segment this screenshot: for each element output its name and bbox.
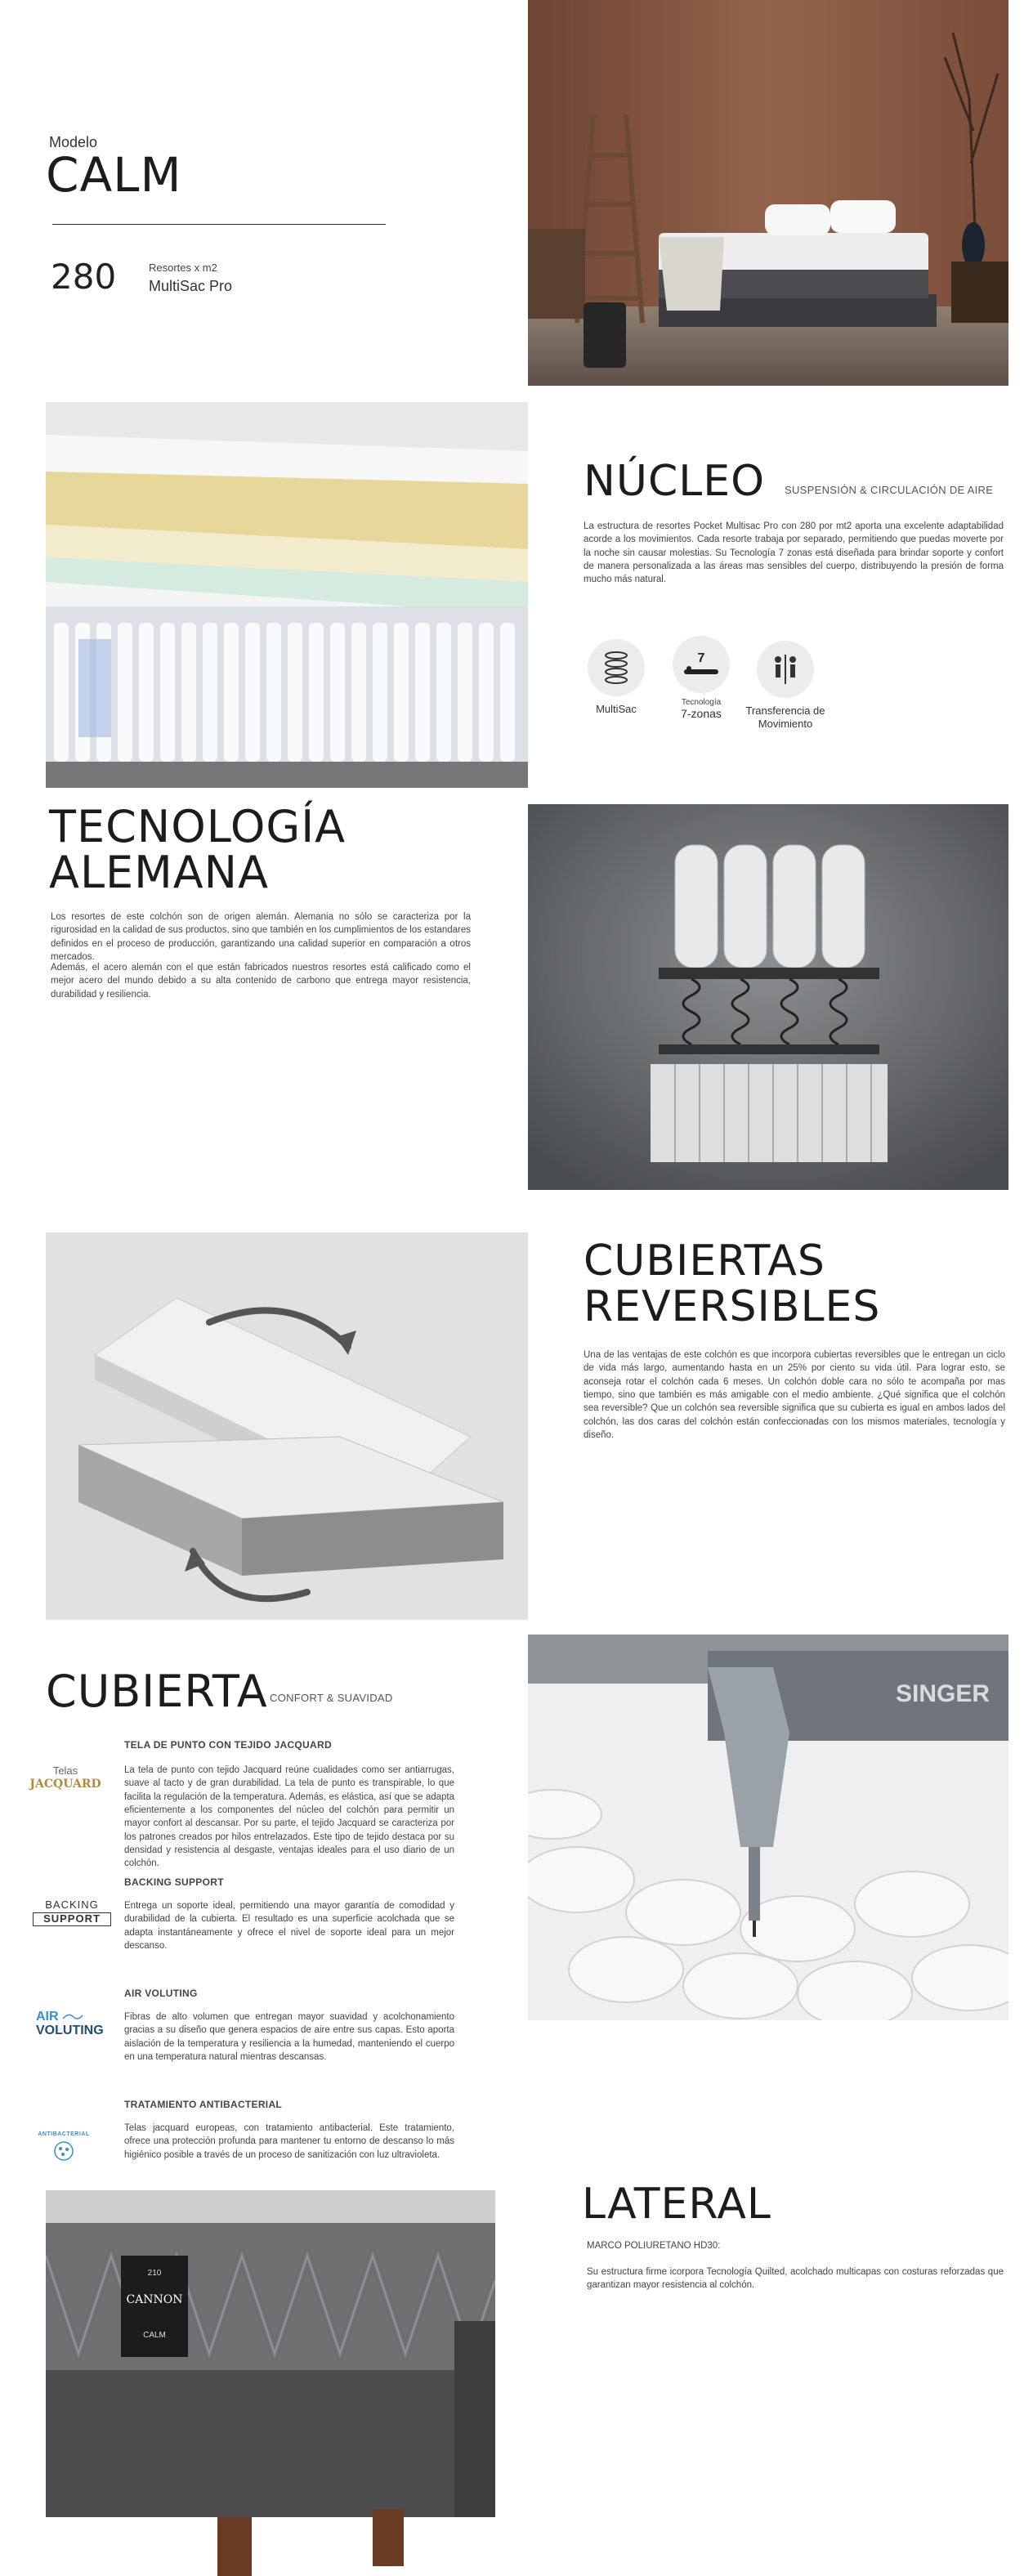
antibacterial-logo-text: ANTIBACTERIAL bbox=[38, 2131, 90, 2137]
air-logo-line1: AIR bbox=[36, 2010, 59, 2024]
bedroom-photo bbox=[528, 0, 1008, 386]
jacquard-text: La tela de punto con tejido Jacquard reúne cualidades como ser antiarrugas, suave al tacto y de gran durabilidad. La tela de punto es transpirable, lo que facilita la regulación de la temperatura. Además, es elástica, así que se adapta eficientemente a los componentes del núcleo del colchón para permitir un mayor confort al descansar. Por su parte, el tejido Jacquard se caracteriza por los patrones creados por hilos entrelazados. Este tipo de tejido destaca por su densidad y resistencia al desgaste, ventajas ideales para el uso diario de un colchón. bbox=[124, 1765, 454, 1869]
tecnologia-text-2: Además, el acero alemán con el que están fabricados nuestros resortes está calificado como el mejor acero del mundo debido a su alta contenido de carbono que entrega mayor resistencia, durabilidad y resiliencia. bbox=[51, 963, 471, 1000]
header-divider bbox=[52, 224, 386, 225]
mattress-side-photo bbox=[46, 2190, 495, 2576]
antibacterial-title: TRATAMIENTO ANTIBACTERIAL bbox=[124, 2099, 283, 2110]
label-brand-text: CANNON bbox=[126, 2293, 183, 2306]
label-number-text: 210 bbox=[147, 2269, 162, 2278]
backing-logo-line2: SUPPORT bbox=[33, 1912, 111, 1925]
air-swirl-icon bbox=[62, 2012, 83, 2022]
air-logo-line2: VOLUTING bbox=[36, 2023, 104, 2037]
nucleo-icon-motion bbox=[742, 641, 829, 730]
antibacterial-text: Telas jacquard europeas, con tratamiento antibacterial. Este tratamiento, ofrece una protección profunda para mantener tu entorno de descanso lo más higiénico posible a través de un proceso de sanitización con luz ultravioleta. bbox=[124, 2123, 454, 2160]
tecnologia-title-line2: ALEMANA bbox=[49, 847, 270, 898]
backing-logo-line1: BACKING bbox=[45, 1898, 99, 1911]
antibacterial-logo bbox=[33, 2117, 95, 2179]
jacquard-logo-line2: JACQUARD bbox=[29, 1777, 101, 1791]
machine-brand-text: SINGER bbox=[896, 1680, 991, 1707]
cubiertas-title-line2: REVERSIBLES bbox=[584, 1282, 881, 1331]
backing-text: Entrega un soporte ideal, permitiendo una mayor garantía de comodidad y durabilidad de la cubierta. El resultado es una superficie acolchada que se adapta instantáneamente y ofrece el nivel de soporte ideal para un mejor descanso. bbox=[124, 1901, 454, 1951]
nucleo-text: La estructura de resortes Pocket Multisac Pro con 280 por mt2 aporta una excelente adaptabilidad acorde a los movimientos. Cada resorte trabaja por separado, permitiendo que puedas moverte por la noche sin causar molestias. Su Tecnología 7 zonas está diseñada para brindar soporte y confort de manera personalizada a las áreas mas sensibles del cuerpo, distribuyendo la presión de forma mucho más natural. bbox=[584, 521, 1004, 585]
bacteria-icon bbox=[50, 2137, 78, 2165]
german-springs-photo bbox=[528, 804, 1008, 1190]
lateral-title: LATERAL bbox=[582, 2180, 771, 2229]
multisac-label: MultiSac bbox=[596, 703, 637, 715]
springs-system: MultiSac Pro bbox=[149, 278, 233, 294]
air-voluting-text: Fibras de alto volumen que entregan mayor suavidad y acolchonamiento gracias a su diseño que genera espacios de aire entre sus capas. Esto aporta aislación de la temperatura y resiliencia a la humedad, manteniendo el cuerpo en una temperatura natural mientras descansas. bbox=[124, 2012, 454, 2062]
nucleo-subtitle: SUSPENSIÓN & CIRCULACIÓN DE AIRE bbox=[785, 484, 994, 496]
mattress-layers-photo bbox=[46, 402, 528, 788]
lateral-text: Su estructura firme icorpora Tecnología Quilted, acolchado multicapas con costuras reforzadas que garantizan mayor resistencia al colchón. bbox=[587, 2267, 1004, 2291]
backing-support-logo bbox=[33, 1899, 111, 1926]
motion-transfer-icon bbox=[757, 641, 814, 698]
label-model-text: CALM bbox=[143, 2331, 166, 2340]
seven-zones-label: 7-zonas bbox=[681, 707, 722, 720]
springs-unit: Resortes x m2 bbox=[149, 262, 217, 274]
cubiertas-title-line1: CUBIERTAS bbox=[584, 1237, 825, 1286]
air-voluting-logo bbox=[36, 2010, 114, 2038]
cubierta-subtitle: CONFORT & SUAVIDAD bbox=[270, 1692, 393, 1704]
jacquard-logo bbox=[20, 1764, 111, 1791]
model-label: Modelo bbox=[49, 134, 98, 150]
seven-zones-small-label: Tecnología bbox=[681, 698, 722, 707]
air-voluting-title: AIR VOLUTING bbox=[124, 1988, 198, 1999]
jacquard-logo-line1: Telas bbox=[52, 1764, 78, 1777]
springs-count: 280 bbox=[51, 257, 117, 297]
nucleo-icon-7zones bbox=[667, 636, 736, 721]
motion-transfer-label: Transferencia de Movimiento bbox=[745, 704, 825, 730]
cubierta-title: CUBIERTA bbox=[46, 1666, 268, 1717]
nucleo-icon-multisac bbox=[584, 639, 649, 716]
seven-zones-badge: 7 bbox=[697, 651, 705, 665]
tecnologia-text-1: Los resortes de este colchón son de origen alemán. Alemania no sólo se caracteriza por la rigurosidad en la calidad de sus productos, sino que también en los cumplimientos de los estandares definidos en el proceso de producción, garantizando una calidad superior en comparación a otros mercados. bbox=[51, 912, 471, 962]
cubiertas-text: Una de las ventajas de este colchón es que incorpora cubiertas reversibles que le entregan un ciclo de vida más largo, aumentando hasta en un 25% por ciento su vida útil. Para lograr esto, se aconseja rotar el colchón cada 6 meses. Un colchón doble cara no sólo te acompaña por mas tiempo, sino que también es más amigable con el medio ambiente. ¿Qué significa que el colchón sea reversible? Que un colchón sea reversible significa que su cubierta es igual en ambos lados del colchón, las dos caras del colchón están confeccionadas con los mismos materiales, tecnología y diseño. bbox=[584, 1350, 1005, 1440]
seven-zones-icon bbox=[673, 636, 730, 693]
backing-title: BACKING SUPPORT bbox=[124, 1876, 224, 1888]
model-name: CALM bbox=[46, 147, 182, 203]
reversible-mattress-photo bbox=[46, 1232, 528, 1620]
quilting-machine-photo bbox=[528, 1635, 1008, 2020]
jacquard-title: TELA DE PUNTO CON TEJIDO JACQUARD bbox=[124, 1739, 332, 1751]
nucleo-title: NÚCLEO bbox=[584, 457, 766, 506]
lateral-subtitle: MARCO POLIURETANO HD30: bbox=[587, 2241, 721, 2251]
spring-coil-icon bbox=[588, 639, 645, 696]
tecnologia-title-line1: TECNOLOGÍA bbox=[49, 801, 347, 852]
